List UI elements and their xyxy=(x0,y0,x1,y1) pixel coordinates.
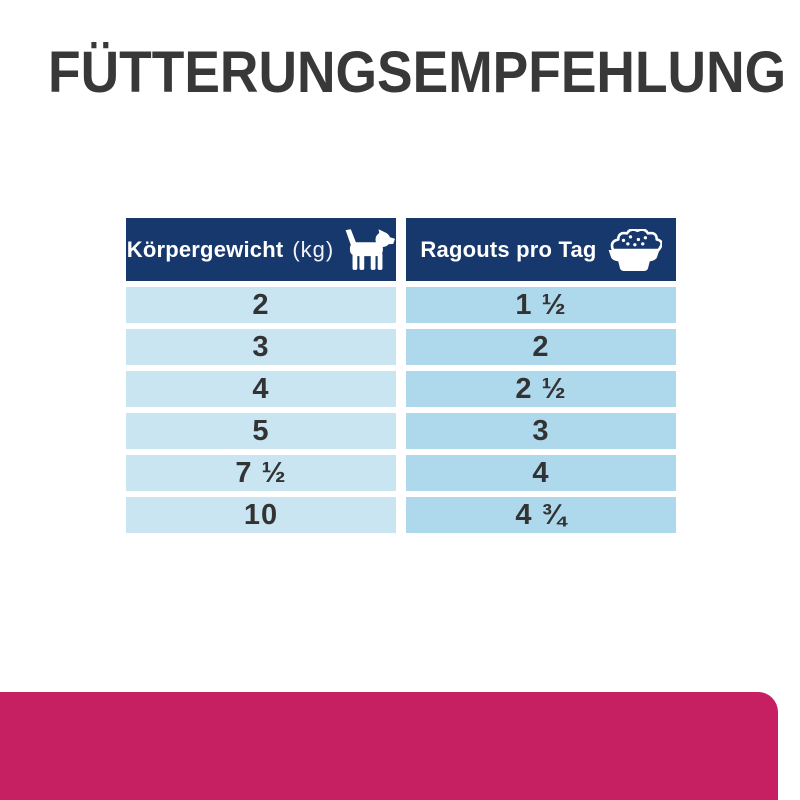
weight-header-unit: (kg) xyxy=(292,236,335,262)
ragouts-cell: 4 xyxy=(406,455,676,491)
weight-cell: 4 xyxy=(126,371,396,407)
ragouts-cell: 2 ½ xyxy=(406,371,676,407)
weight-cell: 10 xyxy=(126,497,396,533)
weight-cell: 7 ½ xyxy=(126,455,396,491)
column-header-ragouts xyxy=(406,218,676,281)
ragouts-header-label: Ragouts pro Tag xyxy=(420,236,597,262)
column-header-weight xyxy=(126,218,396,281)
weight-cell: 3 xyxy=(126,329,396,365)
ragouts-cell: 3 xyxy=(406,413,676,449)
weight-cell: 2 xyxy=(126,287,396,323)
page-title: FÜTTERUNGSEMPFEHLUNG xyxy=(48,40,787,105)
weight-header-label: Körpergewicht xyxy=(126,236,284,262)
ragouts-cell: 4 ¾ xyxy=(406,497,676,533)
dog-icon xyxy=(343,227,395,273)
brand-accent-bar xyxy=(0,692,778,800)
weight-cell: 5 xyxy=(126,413,396,449)
ragouts-cell: 2 xyxy=(406,329,676,365)
ragouts-cell: 1 ½ xyxy=(406,287,676,323)
food-bowl-icon xyxy=(606,229,662,271)
feeding-table xyxy=(126,218,676,533)
